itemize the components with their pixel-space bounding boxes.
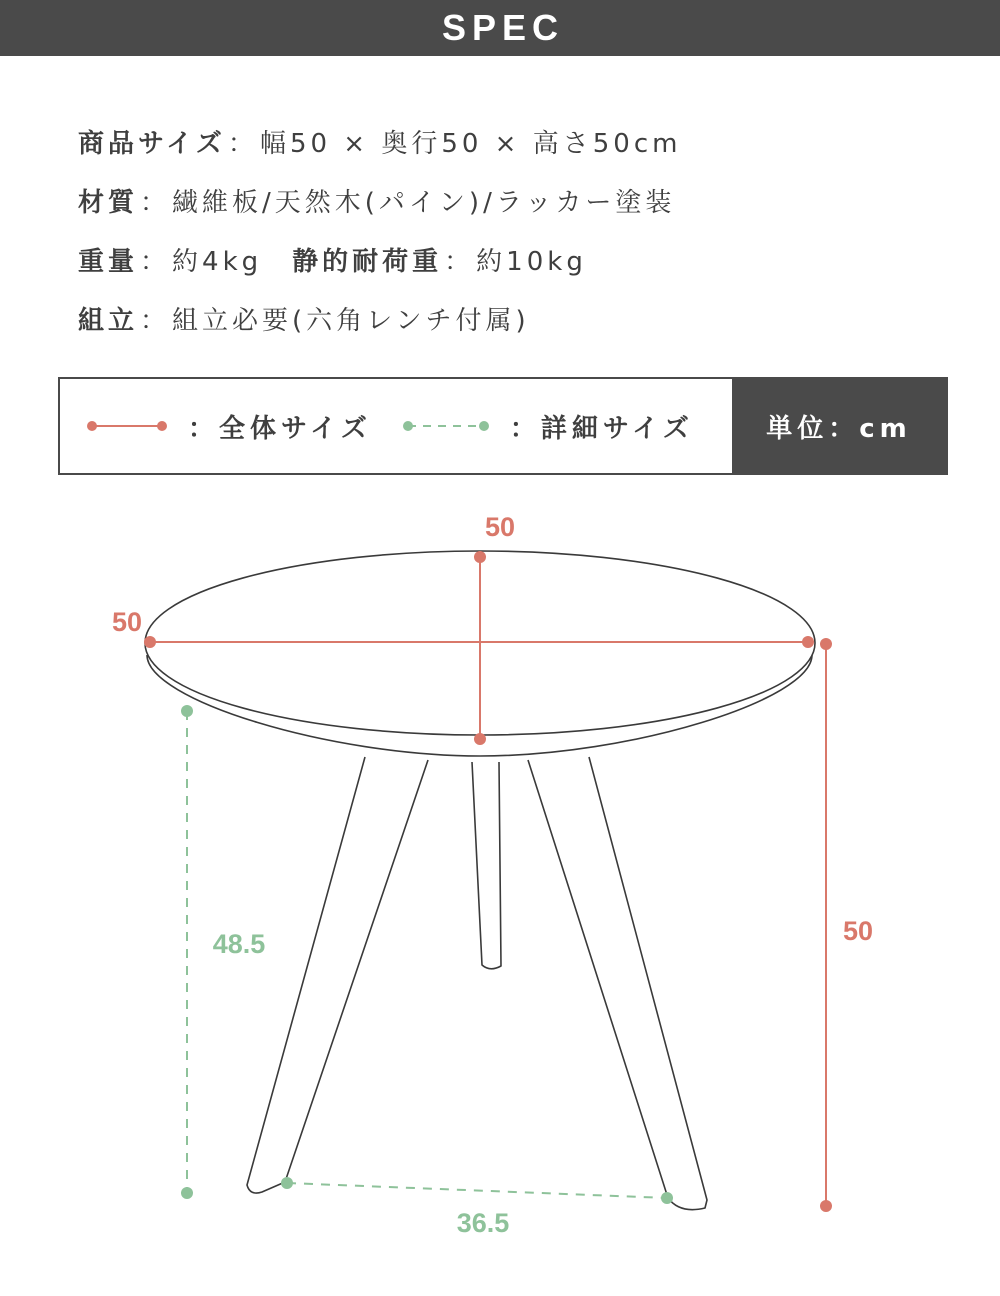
unit-label: 単位：cm	[732, 379, 946, 473]
spec-value: 組立必要(六角レンチ付属)	[172, 306, 530, 336]
total-height-dimension	[820, 638, 832, 1212]
legend-overall-label: ：全体サイズ	[188, 413, 372, 444]
spec-value: 幅50 × 奥行50 × 高さ50cm	[259, 129, 682, 159]
spec-value-load: 約10kg	[476, 247, 587, 277]
leg-height-label: 48.5	[212, 929, 266, 959]
spec-key: 材質	[78, 188, 139, 218]
top-depth-label: 50	[484, 512, 516, 542]
leg-span-label: 36.5	[456, 1208, 510, 1238]
spec-value: 繊維板/天然木(パイン)/ラッカー塗装	[172, 188, 676, 218]
top-width-label: 50	[111, 607, 143, 637]
table-leg-back	[472, 762, 501, 969]
spec-separator: ：	[140, 247, 171, 277]
spec-key: 重量	[78, 247, 139, 277]
total-height-label: 50	[842, 916, 874, 946]
table-leg-left	[247, 757, 428, 1193]
spec-value: 約4kg	[172, 247, 263, 277]
spec-key: 商品サイズ	[78, 129, 226, 159]
legend-detail-label: ：詳細サイズ	[509, 413, 694, 444]
spec-key: 組立	[78, 306, 139, 336]
spec-separator: ：	[140, 306, 171, 336]
leg-height-dimension	[181, 705, 193, 1199]
leg-span-dimension	[281, 1177, 673, 1204]
spec-separator: ：	[444, 247, 475, 277]
spec-separator: ：	[140, 188, 171, 218]
table-leg-right	[528, 757, 707, 1210]
spec-key-load: 静的耐荷重	[292, 247, 443, 277]
spec-separator: ：	[227, 129, 258, 159]
page-title: SPEC	[441, 7, 565, 48]
